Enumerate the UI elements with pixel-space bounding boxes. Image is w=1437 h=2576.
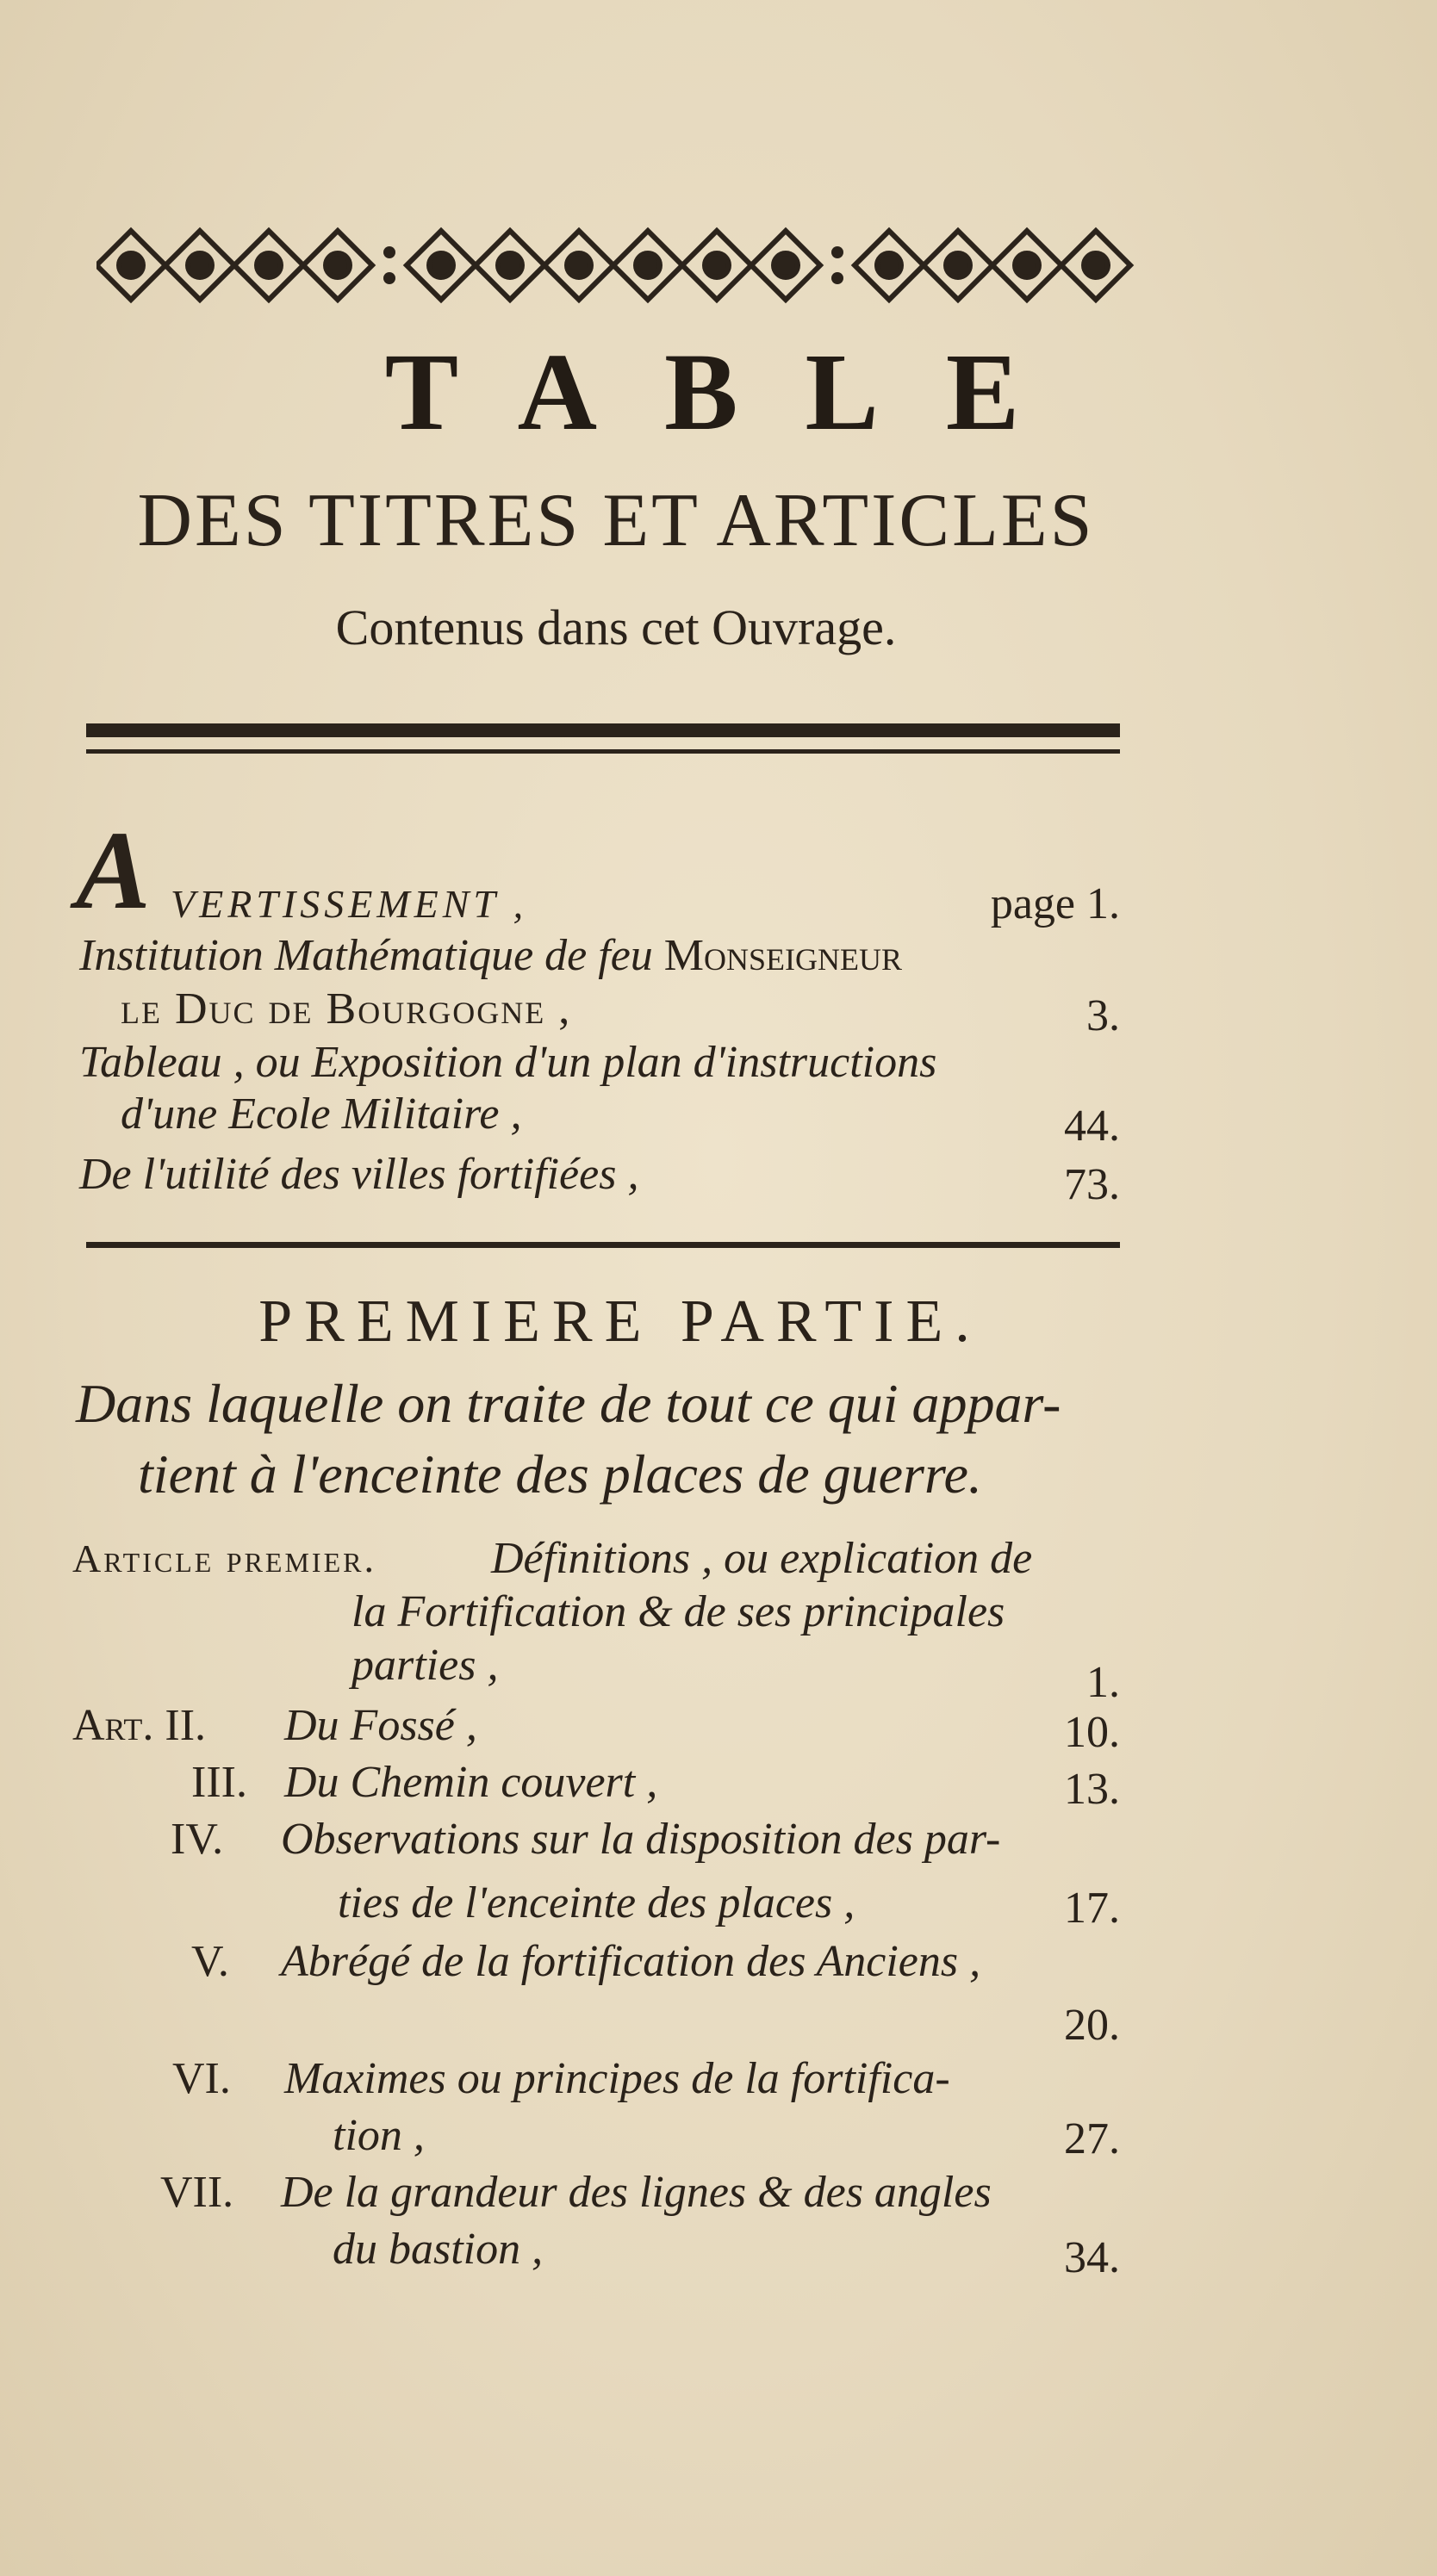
article-title: Du Chemin couvert ,: [284, 1758, 658, 1807]
toc-entry-page: 44.: [1064, 1102, 1120, 1151]
article-page: 17.: [1064, 1884, 1120, 1933]
toc-entry-page: 3.: [1086, 991, 1120, 1040]
double-rule-bottom: [86, 749, 1120, 754]
article-page: 1.: [1086, 1658, 1120, 1707]
article-number: Article premier.: [72, 1536, 376, 1580]
article-number: III.: [191, 1758, 247, 1807]
article-page: 20.: [1064, 2001, 1120, 2050]
article-number: V.: [191, 1937, 229, 1986]
toc-entry-utilite: De l'utilité des villes fortifiées ,: [79, 1150, 639, 1199]
page-title: TABLE: [384, 331, 1087, 453]
article-page: 27.: [1064, 2114, 1120, 2163]
article-number: IV.: [171, 1815, 224, 1864]
article-title: De la grandeur des lignes & des angles: [281, 2168, 992, 2217]
article-title: la Fortification & de ses principales: [351, 1587, 1005, 1636]
article-page: 10.: [1064, 1708, 1120, 1757]
article-title: tion ,: [333, 2111, 425, 2160]
part-description: tient à l'enceinte des places de guerre.: [138, 1443, 982, 1505]
article-title: Définitions , ou explication de: [491, 1534, 1033, 1583]
contents-caption: Contenus dans cet Ouvrage.: [335, 599, 897, 655]
toc-entry-avertissement: [171, 878, 527, 930]
article-number: VI.: [172, 2054, 231, 2103]
article-title: du bastion ,: [333, 2225, 544, 2274]
page-subtitle: DES TITRES ET ARTICLES: [137, 479, 1095, 562]
toc-entry-continuation: d'une Ecole Militaire ,: [121, 1089, 522, 1139]
toc-entry-continuation: le Duc de Bourgogne ,: [121, 984, 572, 1034]
part-description: Dans laquelle on traite de tout ce qui appar-: [76, 1373, 1061, 1434]
double-rule-top: [86, 723, 1120, 737]
article-title: parties ,: [351, 1641, 499, 1690]
toc-entry-text: Institution Mathématique de feu: [79, 931, 664, 980]
toc-entry-text: VERTISSEMENT ,: [171, 882, 528, 926]
article-title: Abrégé de la fortification des Anciens ,: [281, 1937, 981, 1986]
toc-entry-page: 73.: [1064, 1160, 1120, 1209]
section-rule: [86, 1242, 1120, 1248]
toc-entry-smallcaps: Monseigneur: [663, 931, 903, 980]
article-page: 13.: [1064, 1765, 1120, 1814]
article-title: Maximes ou principes de la fortifica-: [284, 2054, 950, 2103]
article-title: Du Fossé ,: [284, 1701, 477, 1750]
article-number: VII.: [160, 2168, 234, 2217]
toc-entry-institution: [79, 930, 902, 982]
toc-entry-page: page 1.: [990, 879, 1120, 928]
article-title: ties de l'enceinte des places ,: [338, 1878, 855, 1927]
toc-entry-tableau: Tableau , ou Exposition d'un plan d'instructions: [79, 1038, 937, 1087]
ornament-band-icon: [96, 222, 1139, 308]
part-heading: PREMIERE PARTIE.: [258, 1288, 982, 1355]
article-number: Art. II.: [72, 1701, 207, 1750]
article-title: Observations sur la disposition des par-: [281, 1815, 1001, 1864]
drop-cap: A: [76, 809, 151, 933]
article-page: 34.: [1064, 2233, 1120, 2282]
